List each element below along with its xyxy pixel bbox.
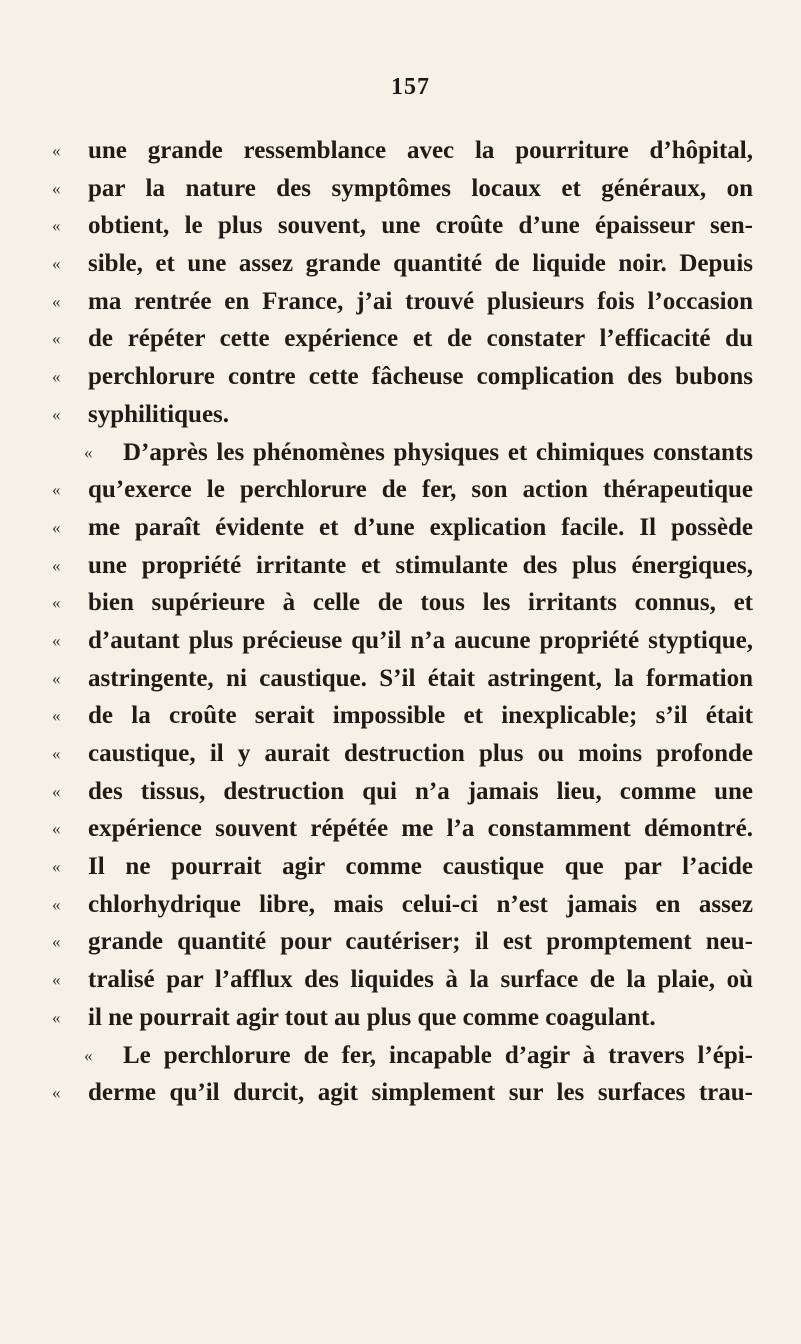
line-text: bien supérieure à celle de tous les irritants connus, et: [88, 589, 753, 617]
line-text: astringente, ni caustique. S’il était astringent, la formation: [88, 664, 753, 692]
quotation-mark: «: [52, 1007, 61, 1027]
text-line: [0, 245, 801, 283]
text-line: [0, 434, 801, 472]
quotation-mark: «: [52, 932, 61, 952]
quotation-mark: «: [52, 970, 61, 990]
line-text: perchlorure contre cette fâcheuse complication des bubons: [88, 363, 753, 391]
quotation-mark: «: [52, 706, 61, 726]
line-text: de la croûte serait impossible et inexplicable; s’il était: [88, 702, 753, 730]
text-line: [0, 358, 801, 396]
line-text: tralisé par l’afflux des liquides à la surface de la plaie, où: [88, 966, 753, 994]
quotation-mark: «: [52, 1083, 61, 1103]
quotation-mark: «: [52, 857, 61, 877]
text-line: [0, 923, 801, 961]
text-line: [0, 207, 801, 245]
text-line: [0, 396, 801, 434]
text-line: [0, 697, 801, 735]
text-line: [0, 547, 801, 585]
quotation-mark: «: [52, 894, 61, 914]
page-number: 157: [391, 74, 430, 100]
line-text: sible, et une assez grande quantité de liquide noir. Depuis: [88, 250, 753, 278]
text-line: [0, 773, 801, 811]
line-text: derme qu’il durcit, agit simplement sur les surfaces trau-: [88, 1079, 753, 1107]
quotation-mark: «: [52, 367, 61, 387]
quotation-mark: «: [52, 216, 61, 236]
quotation-mark: «: [52, 141, 61, 160]
text-line: [0, 283, 801, 321]
text-line: [0, 1037, 801, 1075]
line-text: d’autant plus précieuse qu’il n’a aucune propriété styptique,: [88, 626, 753, 654]
quotation-mark: «: [52, 178, 61, 198]
quotation-mark: «: [52, 668, 61, 688]
line-text: Le perchlorure de fer, incapable d’agir à travers l’épi-: [123, 1041, 753, 1069]
text-line: [0, 886, 801, 924]
quotation-mark: «: [52, 480, 61, 500]
quotation-mark: «: [52, 630, 61, 650]
line-text: obtient, le plus souvent, une croûte d’une épaisseur sen-: [88, 212, 753, 240]
text-line: [0, 848, 801, 886]
quotation-mark: «: [52, 781, 61, 801]
text-line: [0, 584, 801, 622]
text-line: [0, 1074, 801, 1112]
quotation-mark: «: [52, 254, 61, 274]
line-text: de répéter cette expérience et de constater l’efficacité du: [88, 325, 753, 353]
quotation-mark: «: [84, 1045, 93, 1065]
text-line: [0, 509, 801, 547]
quotation-mark: «: [52, 404, 61, 424]
line-text: chlorhydrique libre, mais celui-ci n’est jamais en assez: [88, 890, 753, 918]
text-line: [0, 999, 801, 1037]
quotation-mark: «: [52, 329, 61, 349]
text-line: [0, 622, 801, 660]
line-text: des tissus, destruction qui n’a jamais lieu, comme une: [88, 777, 753, 805]
quotation-mark: «: [52, 517, 61, 537]
quotation-mark: «: [84, 442, 93, 462]
body-text: [0, 132, 801, 1112]
text-line: [0, 961, 801, 999]
line-text: me paraît évidente et d’une explication facile. Il possède: [88, 513, 753, 541]
line-text: ma rentrée en France, j’ai trouvé plusieurs fois l’occasion: [88, 287, 753, 315]
line-text: par la nature des symptômes locaux et généraux, on: [88, 174, 753, 202]
text-line: [0, 660, 801, 698]
line-text: grande quantité pour cautériser; il est promptement neu-: [88, 928, 753, 956]
text-line: [0, 810, 801, 848]
quotation-mark: «: [52, 555, 61, 575]
line-text: qu’exerce le perchlorure de fer, son action thérapeutique: [88, 476, 753, 504]
line-text: une propriété irritante et stimulante des plus énergiques,: [88, 551, 753, 579]
quotation-mark: «: [52, 593, 61, 613]
quotation-mark: «: [52, 744, 61, 763]
line-text: il ne pourrait agir tout au plus que comme coagulant.: [88, 1003, 656, 1031]
text-line: [0, 320, 801, 358]
line-text: D’après les phénomènes physiques et chimiques constants: [123, 438, 753, 466]
line-text: expérience souvent répétée me l’a constamment démontré.: [88, 815, 753, 843]
quotation-mark: «: [52, 291, 61, 311]
text-line: [0, 170, 801, 208]
text-line: [0, 132, 801, 170]
text-line: [0, 735, 801, 773]
line-text: syphilitiques.: [88, 400, 230, 428]
quotation-mark: «: [52, 819, 61, 839]
line-text: Il ne pourrait agir comme caustique que par l’acide: [88, 853, 753, 881]
text-line: [0, 471, 801, 509]
line-text: une grande ressemblance avec la pourriture d’hôpital,: [88, 137, 753, 164]
line-text: caustique, il y aurait destruction plus ou moins profonde: [88, 740, 753, 767]
